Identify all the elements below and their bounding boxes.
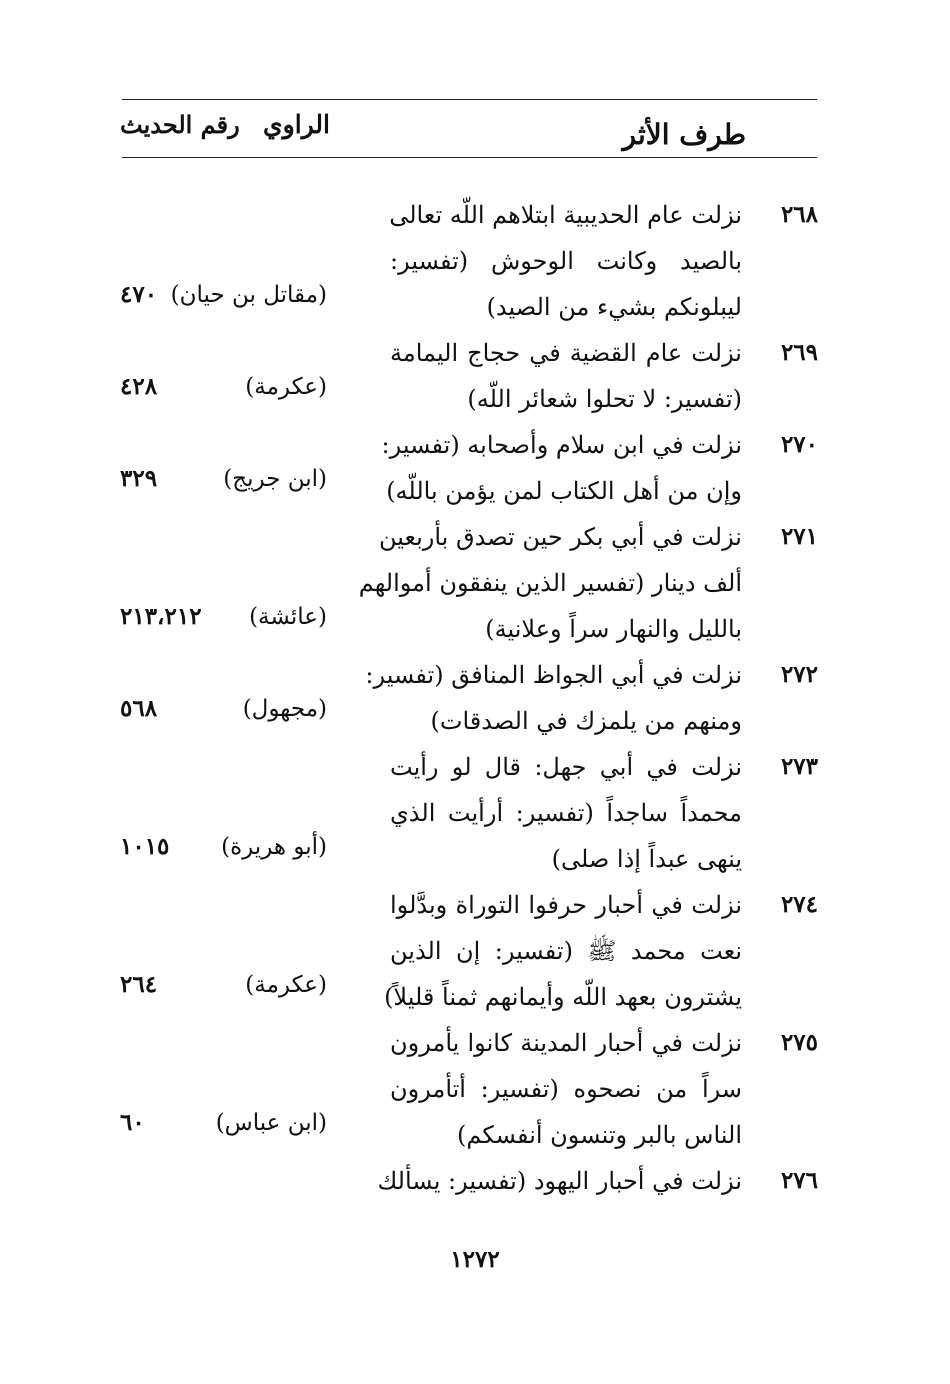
entry-text-line: (تفسير: لا تحلوا شعائر اللّه) xyxy=(467,385,742,413)
narrator: (ابن جريج) xyxy=(223,466,327,492)
entry-text xyxy=(358,514,742,652)
entry-text-line: سراً من نصحوه (تفسير: أتأمرون xyxy=(390,1075,742,1103)
hadith-reference-number: ٤٧٠ xyxy=(120,281,158,308)
hadith-reference-number: ٣٢٩ xyxy=(120,465,158,492)
entry-text-line: ينهى عبداً إذا صلى) xyxy=(551,845,742,873)
narrator: (عكرمة) xyxy=(245,374,327,400)
hadith-reference-number: ٥٦٨ xyxy=(120,695,158,722)
page-number: ١٢٧٢ xyxy=(450,1246,500,1273)
entry-text-line: نزلت في ابن سلام وأصحابه (تفسير: xyxy=(381,431,742,459)
entry-text-line: نزلت في أحبار اليهود (تفسير: يسألك xyxy=(377,1167,742,1195)
entry-text-line: نزلت في أحبار المدينة كانوا يأمرون xyxy=(390,1029,742,1057)
narrator: (ابن عباس) xyxy=(215,1110,327,1136)
narrator: (عائشة) xyxy=(249,604,327,630)
entry-text-line: ومنهم من يلمزك في الصدقات) xyxy=(430,707,742,735)
header-hadith-number-column: رقم الحديث xyxy=(120,110,240,139)
narrator: (مقاتل بن حيان) xyxy=(170,282,327,308)
entry-number: ٢٧٥ xyxy=(780,1029,818,1056)
entry-number: ٢٧٣ xyxy=(780,753,818,780)
entry-text-line: نزلت عام القضية في حجاج اليمامة xyxy=(390,339,742,367)
entry-text-line: نعت محمد ﷺ (تفسير: إن الذين xyxy=(390,937,742,965)
entry-text xyxy=(381,422,742,514)
entry-number: ٢٧٤ xyxy=(780,891,818,918)
entry-text-line: وإن من أهل الكتاب لمن يؤمن باللّه) xyxy=(386,477,742,505)
hadith-reference-number: ٤٢٨ xyxy=(120,373,158,400)
entry-text-line: ليبلونكم بشيء من الصيد) xyxy=(486,293,742,321)
entry-number: ٢٧٦ xyxy=(780,1167,818,1194)
header-text-column: طرف الأثر xyxy=(622,118,746,151)
entry-number: ٢٧١ xyxy=(780,523,818,550)
entry-text-line: محمداً ساجداً (تفسير: أرأيت الذي xyxy=(390,799,742,827)
entry-text-line: نزلت في أحبار حرفوا التوراة وبدَّلوا xyxy=(390,891,742,919)
narrator: (مجهول) xyxy=(242,696,327,722)
narrator: (عكرمة) xyxy=(245,972,327,998)
entry-text-line: نزلت في أبي جهل: قال لو رأيت xyxy=(390,753,742,781)
hadith-reference-number: ٦٠ xyxy=(120,1109,145,1136)
entry-text xyxy=(390,330,742,422)
entry-text-line: بالصيد وكانت الوحوش (تفسير: xyxy=(390,247,742,275)
entry-text xyxy=(365,652,742,744)
entry-text-line: بالليل والنهار سراً وعلانية) xyxy=(485,615,742,643)
entry-text-line: نزلت عام الحديبية ابتلاهم اللّه تعالى xyxy=(389,201,742,229)
entry-text xyxy=(377,1158,742,1204)
header-bottom-rule xyxy=(122,157,817,158)
entry-number: ٢٧٠ xyxy=(780,431,818,458)
entry-number: ٢٦٩ xyxy=(780,339,818,366)
entry-text xyxy=(390,192,742,330)
entry-text-line: يشترون بعهد اللّه وأيمانهم ثمناً قليلاً) xyxy=(384,983,742,1011)
entry-text-line: نزلت في أبي الجواظ المنافق (تفسير: xyxy=(365,661,742,689)
hadith-reference-number: ٢١٣،٢١٢ xyxy=(120,603,202,630)
header-narrator-column: الراوي xyxy=(263,110,330,139)
entry-text xyxy=(390,1020,742,1158)
narrator: (أبو هريرة) xyxy=(221,834,327,860)
entry-text-line: ألف دينار (تفسير الذين ينفقون أموالهم xyxy=(358,569,742,597)
entry-number: ٢٧٢ xyxy=(780,661,818,688)
header-top-rule xyxy=(122,99,817,100)
entry-text xyxy=(390,744,742,882)
hadith-reference-number: ٢٦٤ xyxy=(120,971,158,998)
entry-text-line: نزلت في أبي بكر حين تصدق بأربعين xyxy=(379,523,742,551)
entry-text-line: الناس بالبر وتنسون أنفسكم) xyxy=(457,1121,742,1149)
entry-number: ٢٦٨ xyxy=(780,201,818,228)
hadith-reference-number: ١٠١٥ xyxy=(120,833,170,860)
entry-text xyxy=(384,882,742,1020)
